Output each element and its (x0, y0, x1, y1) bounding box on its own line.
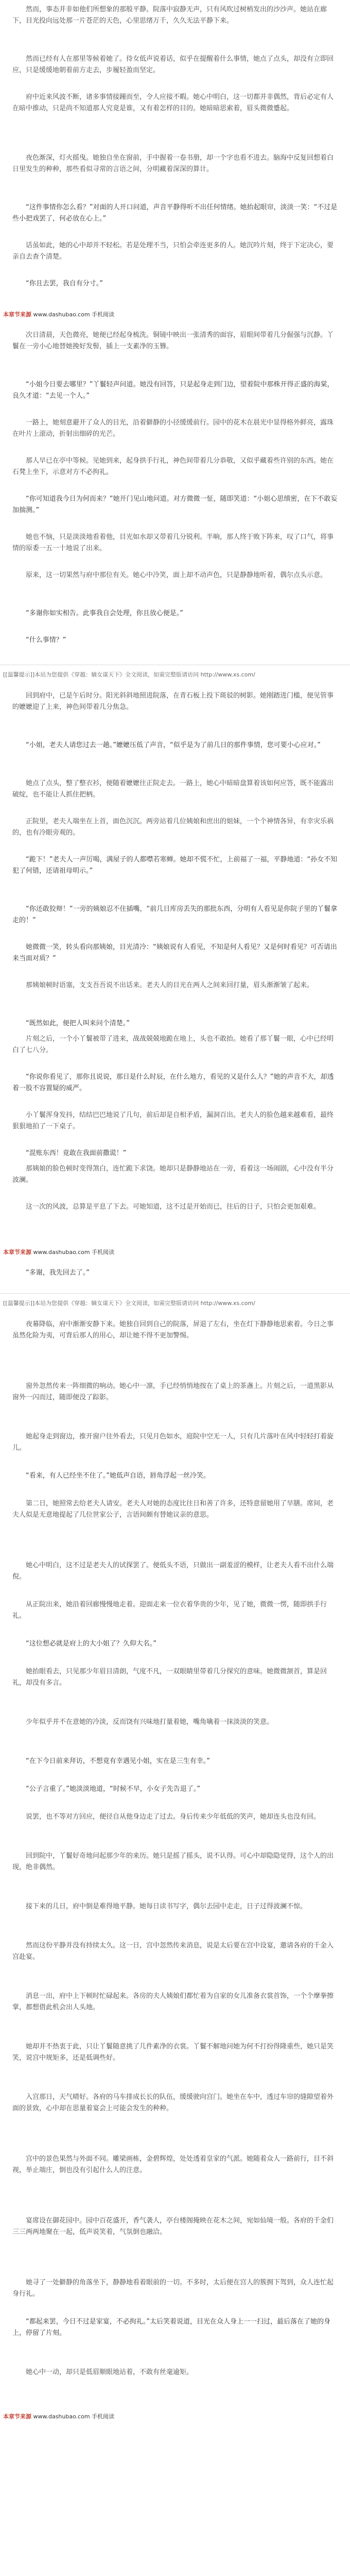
paragraph: 说罢，也不等对方回应，便径自从他身边走了过去。身后传来少年低低的笑声，她却连头也没有回。 (26, 1813, 321, 1821)
paragraph: “小姐今日要去哪里？”丫鬟轻声问道。她没有回答，只是起身走到门边，望着院中那株开得正盛的海棠，良久才道：“去见一个人。” (12, 381, 334, 400)
paragraph: “混账东西！竟敢在我面前撒谎！” (26, 1149, 127, 1157)
paragraph: 她起身走到窗边，推开窗户往外看去，只见月色如水，庭院中空无一人，只有几片落叶在风中轻轻打着旋儿。 (12, 1433, 334, 1452)
paragraph: 那姨娘的脸色顿时变得煞白，连忙跪下求饶。她却只是静静地站在一旁，看着这一场闹剧，心中没有半分波澜。 (12, 1165, 334, 1184)
paragraph: 然而，事态并非如他们所想象的那般平静。院落中寂静无声，只有风吹过树梢发出的沙沙声。她站在廊下，目光投向远处那一片苍茫的天色，心里思绪万千，久久无法平静下来。 (12, 6, 327, 25)
paragraph: 片刻之后，一个小丫鬟被带了进来，战战兢兢地跪在地上，头也不敢抬。她看了那丫鬟一眼，心中已经明白了七八分。 (12, 1035, 334, 1054)
paragraph: 从正院出来，她沿着回廊慢慢地走着。迎面走来一位衣着华贵的少年，见了她，微微一愣，随即拱手行礼。 (12, 1601, 327, 1620)
paragraph: “既然如此，便把人叫来问个清楚。” (26, 1020, 130, 1027)
paragraph: 正院里，老夫人端坐在上首，面色沉沉。两旁站着几位姨娘和庶出的姐妹，一个个神情各异，有幸灾乐祸的，也有冷眼旁观的。 (12, 818, 334, 837)
paragraph: 消息一出，府中上下顿时忙碌起来。各房的夫人姨娘们都忙着为自家的女儿准备衣裳首饰，一个个摩拳擦掌，都想借此机会出人头地。 (12, 1992, 334, 2011)
paragraph: “这件事情你怎么看？”对面的人开口问道，声音平静得听不出任何情绪。她抬起眼帘，淡淡一笑：“不过是些小把戏罢了，何必放在心上。” (12, 204, 338, 223)
paragraph: “公子言重了。”她淡淡地道，“时候不早，小女子先告退了。” (26, 1785, 200, 1793)
paragraph: 回到院中，丫鬟好奇地问起那少年的来历。她只是摇了摇头，说不认得。可心中却隐隐觉得，这个人的出现，绝非偶然。 (12, 1852, 334, 1871)
paragraph: “你说你看见了，那你且说说，那日是什么时辰，在什么地方，看见的又是什么人？”她的声音不大，却透着一股不容置疑的威严。 (12, 1073, 334, 1092)
paragraph: 夜幕降临，府中渐渐安静下来。她独自回到自己的院落，屏退了左右，坐在灯下静静地思索着。今日之事虽然化险为夷，可背后那人的用心，却让她不得不更加警惕。 (12, 1320, 334, 1340)
footer-text: [[温馨提示]]本站为您提供《穿越：嫡女谋天下》全文阅读，如需完整版请访问 http://www.xs.com/ (3, 1300, 255, 1307)
paragraph: 原来，这一切果然与府中那位有关。她心中冷笑，面上却不动声色，只是静静地听着，偶尔点头示意。 (26, 571, 327, 579)
paragraph: “多谢你如实相告。此事我自会处理，你且放心便是。” (26, 609, 183, 617)
paragraph: 宴席设在御花园中。园中百花盛开，香气袭人，亭台楼阁掩映在花木之间，宛如仙境一般。各府的千金们三三两两地聚在一起，低声说笑着，气氛倒也融洽。 (12, 2217, 334, 2236)
paragraph: “这位想必就是府上的大小姐了？久仰大名。” (26, 1640, 156, 1648)
paragraph: 一路上，她刻意避开了众人的目光，沿着僻静的小径缓缓前行。园中的花木在晨光中显得格外鲜亮，露珠在叶片上滚动，折射出细碎的光芒。 (12, 419, 334, 438)
paragraph: 回到府中，已是午后时分。阳光斜斜地照进院落，在青石板上投下斑驳的树影。她刚踏进门槛，便见管事的嬷嬷迎了上来，神色间带着几分焦急。 (12, 692, 334, 711)
paragraph: 入宫那日，天气晴好。各府的马车排成长长的队伍，缓缓驶向宫门。她坐在车中，透过车帘的缝隙望着外面的景致，心中却在思量着宴会上可能会发生的种种。 (12, 2093, 334, 2112)
paragraph: 接下来的几日，府中倒是难得地平静。她每日读书写字，偶尔去园中走走，日子过得波澜不惊。 (26, 1903, 307, 1910)
paragraph: 夜色渐深，灯火摇曳。她独自坐在窗前，手中握着一卷书册，却一个字也看不进去。脑海中反复回想着白日里发生的种种，那些看似寻常的言语之间，分明藏着深深的算计。 (12, 154, 334, 173)
footer-text: [[温馨提示]]本站为您提供《穿越：嫡女谋天下》全文阅读，如需完整版请访问 http://www.xs.com/ (3, 671, 255, 678)
paragraph: 宫中的景色果然与外面不同。雕梁画栋，金碧辉煌，处处透着皇家的气派。她随着众人一路前行，目不斜视，举止端庄，倒也没有引起什么人的注意。 (12, 2155, 334, 2174)
source-watermark (0, 309, 350, 321)
source-label: 本章节来源 www.dashubao.com 手机阅读 (3, 1249, 115, 1256)
paragraph: “你还敢狡辩！”一旁的姨娘忍不住插嘴，“前几日库房丢失的那批东西，分明有人看见是你院子里的丫鬟拿走的！” (12, 905, 338, 924)
page-footer (0, 665, 350, 683)
paragraph: 她心中明白，这不过是老夫人的试探罢了。便低头不语，只做出一副羞涩的模样，让老夫人看不出什么端倪。 (12, 1562, 334, 1581)
paragraph: “什么事情？” (26, 636, 66, 644)
paragraph: 她却并不热衷于此，只让丫鬟随意挑了几件素净的衣裳。丫鬟不解地问她为何不打扮得隆重些，她只是笑笑，说宫中规矩多，还是低调些好。 (12, 2043, 334, 2062)
paragraph: 窗外忽然传来一阵细微的响动。她心中一凛，手已经悄悄地按在了桌上的茶盏上。片刻之后，一道黑影从窗外一闪而过，随即便没了踪影。 (12, 1382, 334, 1401)
paragraph: “你可知道我今日为何而来？”她开门见山地问道。对方微微一怔，随即笑道：“小姐心思缜密，在下不敢妄加揣测。” (12, 495, 338, 514)
paragraph: 她微微一笑，转头看向那姨娘，目光清冷：“姨娘说有人看见，不知是何人看见？又是何时看见？可否请出来当面对质？” (12, 943, 337, 962)
paragraph: 她心中一动，却只是低眉顺眼地站着，不敢有丝毫逾矩。 (26, 2368, 194, 2376)
paragraph: “在下今日前来拜访，不想竟有幸遇见小姐，实在是三生有幸。” (26, 1757, 210, 1765)
paragraph: “小姐，老夫人请您过去一趟。”嬷嬷压低了声音，“似乎是为了前几日的那件事情，您可要小心应对。” (26, 741, 321, 749)
source-label: 本章节来源 www.dashubao.com 手机阅读 (3, 2413, 115, 2420)
paragraph: 然而已经有人在那里等候着她了。侍女低声说着话，似乎在提醒着什么事情，她点了点头，却没有立即回应，只是缓缓地朝着前方走去，步履轻盈而坚定。 (12, 55, 334, 74)
paragraph: 小丫鬟浑身发抖，结结巴巴地说了几句，前后却是自相矛盾，漏洞百出。老夫人的脸色越来越难看，最终狠狠地拍了一下桌子。 (12, 1111, 334, 1130)
source-watermark (0, 1247, 350, 1259)
source-label: 本章节来源 www.dashubao.com 手机阅读 (3, 311, 115, 318)
paragraph: 府中近来风波不断，诸多事情接踵而至，令人应接不暇。她心中明白，这一切都并非偶然，背后必定有人在暗中推动，只是尚不知道那人究竟是谁，又有着怎样的目的。她暗暗思索着，眉头微微蹙起。 (12, 93, 334, 112)
paragraph: “你且去罢，我自有分寸。” (26, 280, 103, 287)
paragraph: 那人早已在亭中等候。见她到来，起身拱手行礼，神色间带着几分恭敬，又似乎藏着些许别的东西。她在石凳上坐下，示意对方不必拘礼。 (12, 457, 334, 476)
paragraph: 少年似乎并不在意她的冷淡，反而饶有兴味地打量着她，嘴角噙着一抹淡淡的笑意。 (26, 1718, 274, 1726)
paragraph: “多谢，我先回去了。” (26, 1269, 90, 1277)
paragraph: 她抬眼看去，只见那少年眉目清朗，气度不凡，一双眼睛里带着几分探究的意味。她微微颔首，算是回礼，却没有多言。 (12, 1668, 327, 1687)
paragraph: 她点了点头，整了整衣衫，便随着嬷嬷往正院走去。一路上，她心中暗暗盘算着该如何应答，既不能露出破绽，也不能让人抓住把柄。 (12, 779, 334, 799)
paragraph: “看来，有人已经坐不住了。”她低声自语，唇角浮起一丝冷笑。 (26, 1472, 210, 1480)
paragraph: 次日清晨，天色微亮，她便已经起身梳洗。铜镜中映出一张清秀的面容，眉眼间带着几分倔强与沉静。丫鬟在一旁小心地替她挽好发髻，插上一支素净的玉簪。 (12, 331, 334, 350)
paragraph: “跪下！”老夫人一声厉喝，满屋子的人都噤若寒蝉。她却不慌不忙，上前福了一福，平静地道：“孙女不知犯了何错，还请祖母明示。” (12, 856, 338, 875)
paragraph: 她寻了一处僻静的角落坐下，静静地看着眼前的一切。不多时，太后便在宫人的簇拥下驾到，众人连忙起身行礼。 (12, 2279, 334, 2298)
paragraph: 话虽如此，她的心中却并不轻松。若是处理不当，只怕会牵连更多的人。她沉吟片刻，终于下定决心，要亲自去查个清楚。 (12, 242, 334, 261)
page-footer (0, 1293, 350, 1311)
source-watermark (0, 2411, 350, 2424)
paragraph: “都起来罢，今日不过是家宴，不必拘礼。”太后笑着说道，目光在众人身上一一扫过，最后落在了她的身上，停留了片刻。 (12, 2318, 330, 2337)
paragraph: 她也不恼，只是淡淡地看着他，目光如水却又带着几分锐利。半晌，那人终于败下阵来，叹了口气，将事情的原委一五一十地说了出来。 (12, 533, 334, 552)
paragraph: 第二日，她照常去给老夫人请安。老夫人对她的态度比往日和善了许多，还特意留她用了早膳。席间，老夫人似是无意地提起了几位世家公子，言语间颇有替她议亲的意思。 (12, 1500, 334, 1519)
paragraph: 这一次的风波，总算是平息了下去。可她知道，这不过是开始而已，往后的日子，只怕会更加艰难。 (26, 1203, 321, 1211)
paragraph: 那姨娘顿时语塞，支支吾吾说不出话来。老夫人的目光在两人之间来回打量，眉头渐渐皱了起来。 (26, 981, 314, 989)
paragraph: 然而这份平静并没有持续太久。这一日，宫中忽然传来消息，说是太后要在宫中设宴，邀请各府的千金入宫赴宴。 (12, 1942, 334, 1961)
